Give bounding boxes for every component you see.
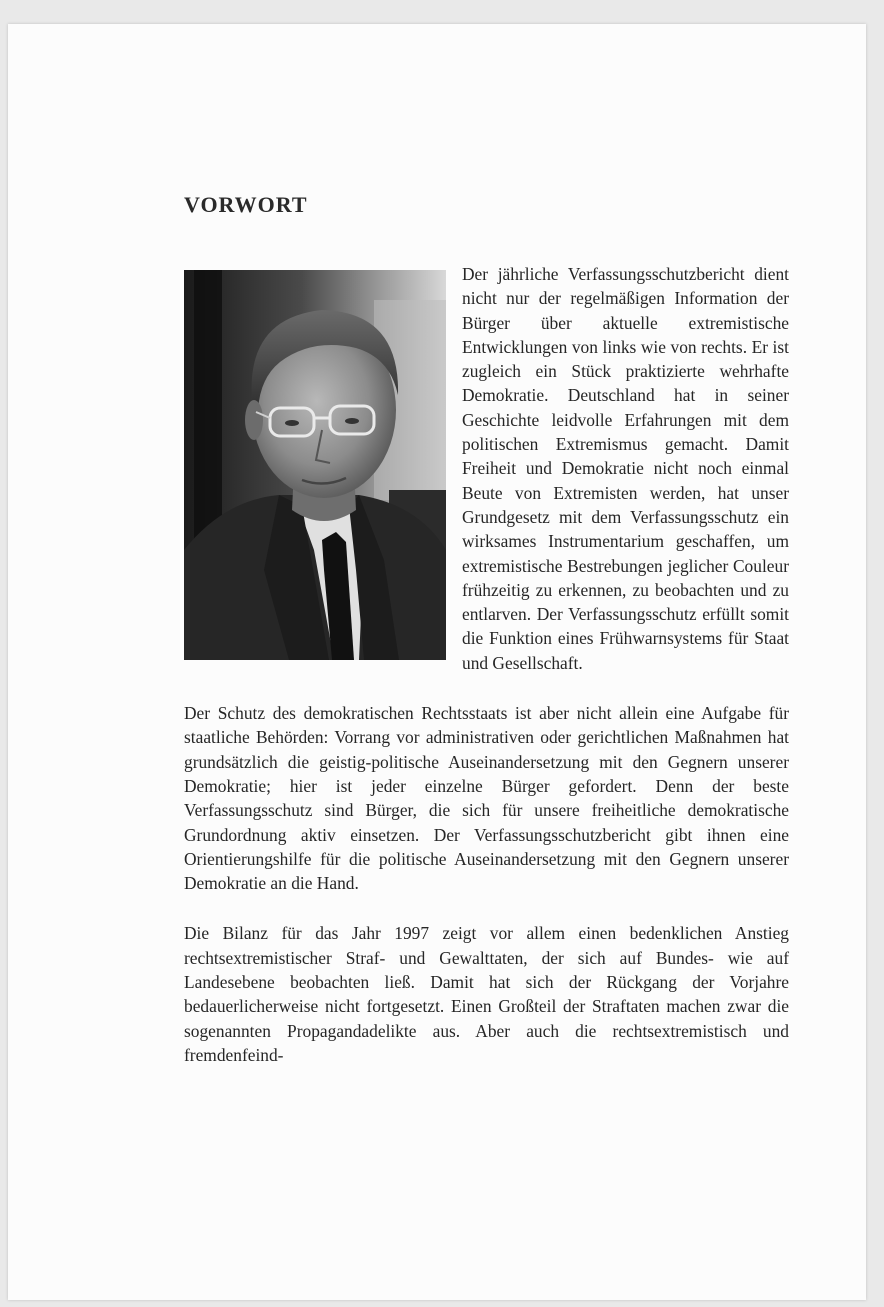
document-page — [8, 24, 866, 1300]
paragraph-3: Die Bilanz für das Jahr 1997 zeigt vor allem einen bedenklichen Anstieg rechtsextremistischer Straf- und Gewalttaten, der sich auf Bundes- wie auf Landesebene beobachten ließ. Damit hat sich der Rückgang der Vorjahre bedauerlicherweise nicht fortgesetzt. Einen Großteil der Straftaten machen zwar die sogenannten Propagandadelikte aus. Aber auch die rechtsextremistisch und fremdenfeind- — [184, 923, 789, 1065]
body-text — [184, 262, 789, 1067]
paragraph-2: Der Schutz des demokratischen Rechtsstaats ist aber nicht allein eine Aufgabe für staatliche Behörden: Vorrang vor administrativen oder gerichtlichen Maßnahmen hat grundsätzlich die geistig-politische Auseinandersetzung mit den Gegnern unserer Demokratie; hier ist jeder einzelne Bürger gefordert. Denn der beste Verfassungsschutz sind Bürger, die sich für unsere freiheitliche demokratische Grundordnung aktiv einsetzen. Der Verfassungsschutzbericht gibt ihnen eine Orientierungshilfe für die politische Auseinandersetzung mit den Gegnern unserer Demokratie an die Hand. — [184, 703, 789, 894]
paragraph-1: Der jährliche Verfassungsschutzbericht dient nicht nur der regelmäßigen Information der Bürger über aktuelle extremistische Entwicklungen von links wie von rechts. Er ist zugleich ein Stück praktizierte wehrhafte Demokratie. Deutschland hat in seiner Geschichte leidvolle Erfahrungen mit dem politischen Extremismus gemacht. Damit Freiheit und Demokratie nicht noch einmal Beute von Extremisten werden, hat unser Grundgesetz mit dem Verfassungsschutz ein wirksames Instrumentarium geschaffen, um extremistische Bestrebungen jeglicher Couleur frühzeitig zu erkennen, zu beobachten und zu entlarven. Der Verfassungsschutz erfüllt somit die Funktion eines Frühwarnsystems für Staat und Gesellschaft. — [462, 264, 789, 673]
page-title: VORWORT — [184, 192, 308, 217]
portrait-photo — [184, 270, 446, 660]
